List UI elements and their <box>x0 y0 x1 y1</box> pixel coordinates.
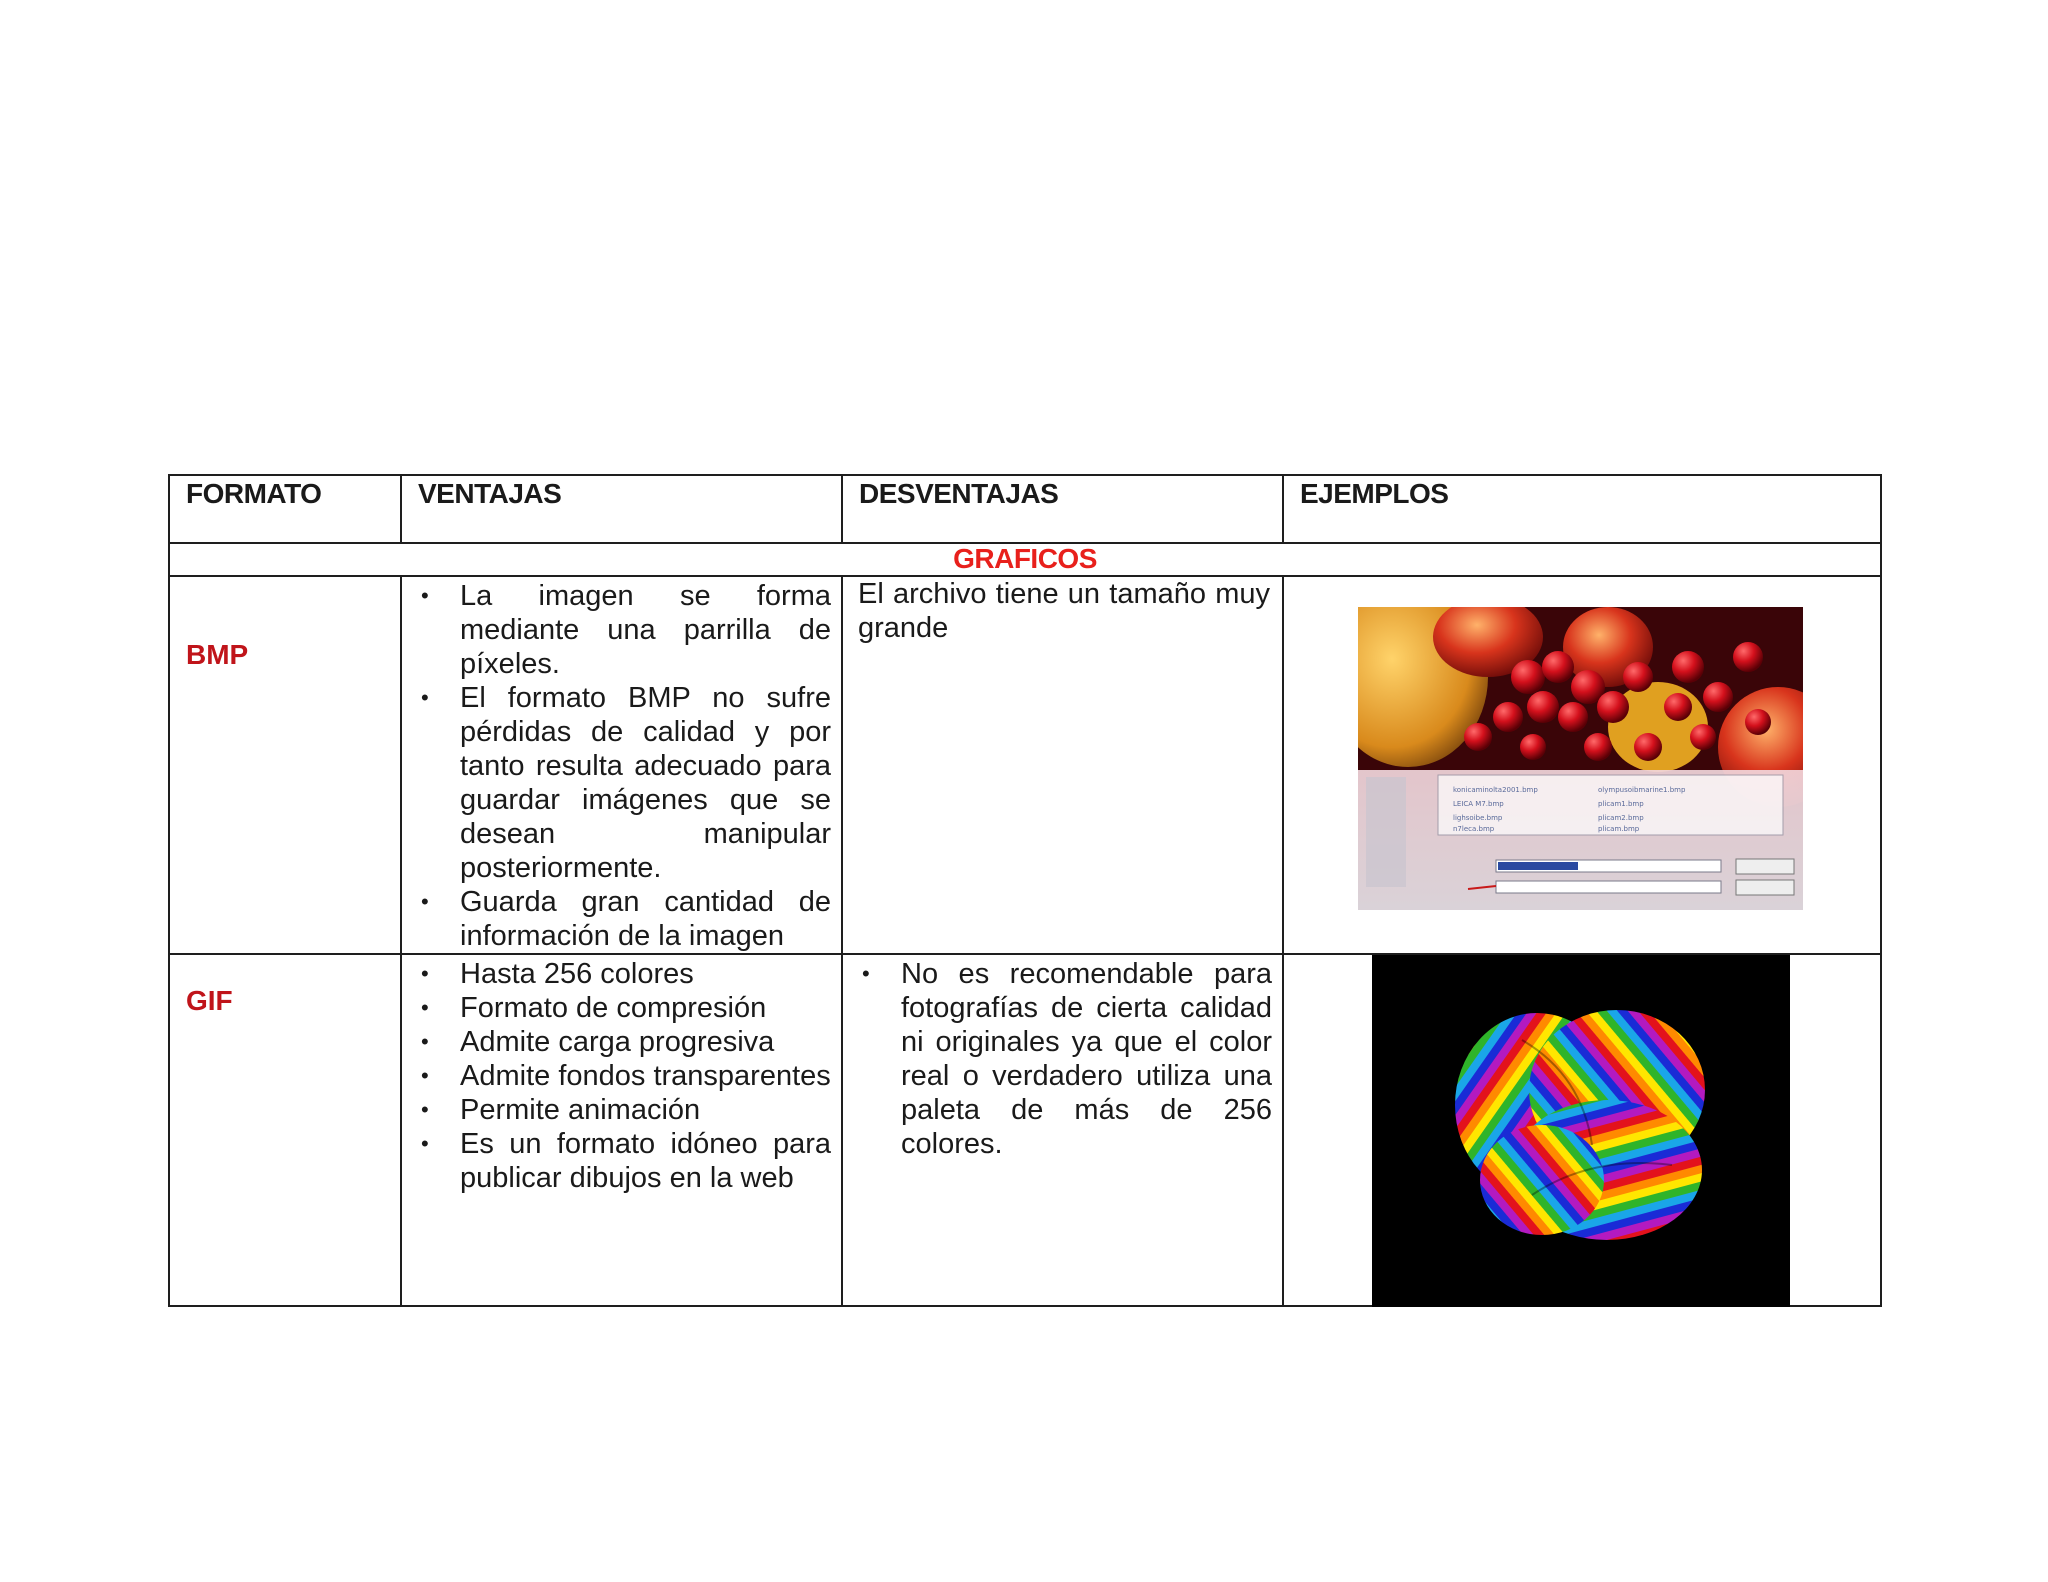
svg-text:olympusoibmarine1.bmp: olympusoibmarine1.bmp <box>1598 786 1686 794</box>
svg-text:LEICA M7.bmp: LEICA M7.bmp <box>1453 800 1504 808</box>
svg-text:lighsoibe.bmp: lighsoibe.bmp <box>1453 814 1503 822</box>
svg-text:plicam1.bmp: plicam1.bmp <box>1598 800 1644 808</box>
list-item: • No es recomendable para fotografías de cierta calidad ni originales ya que el color real o verdadero utiliza una paleta de más de 256 colores. <box>901 957 1272 1161</box>
svg-text:plicam2.bmp: plicam2.bmp <box>1598 814 1644 822</box>
list-item: • Admite carga progresiva <box>460 1025 831 1059</box>
advantages-list <box>402 957 841 1195</box>
header-ejemplos: EJEMPLOS <box>1283 475 1881 543</box>
format-name: BMP <box>186 639 249 670</box>
header-ventajas: VENTAJAS <box>401 475 842 543</box>
advantages-list <box>402 579 841 953</box>
list-item: • Guarda gran cantidad de información de la imagen <box>460 885 831 953</box>
svg-text:n7leca.bmp: n7leca.bmp <box>1453 825 1495 833</box>
disadvantages-list <box>843 957 1282 1161</box>
table-row <box>169 576 1881 954</box>
svg-text:konicaminolta2001.bmp: konicaminolta2001.bmp <box>1453 786 1538 794</box>
formats-table <box>168 474 1882 1307</box>
list-item: • Permite animación <box>460 1093 831 1127</box>
header-formato: FORMATO <box>169 475 401 543</box>
bmp-example-image <box>1358 607 1803 910</box>
list-item: • Hasta 256 colores <box>460 957 831 991</box>
format-name: GIF <box>186 985 233 1016</box>
list-item: • La imagen se forma mediante una parrilla de píxeles. <box>460 579 831 681</box>
list-item: • Es un formato idóneo para publicar dibujos en la web <box>460 1127 831 1195</box>
list-item: • Admite fondos transparentes <box>460 1059 831 1093</box>
svg-text:plicam.bmp: plicam.bmp <box>1598 825 1640 833</box>
section-title: GRAFICOS <box>953 543 1097 574</box>
header-row <box>169 475 1881 543</box>
table-row <box>169 954 1881 1306</box>
gif-example-image <box>1372 955 1790 1307</box>
list-item: • El formato BMP no sufre pérdidas de calidad y por tanto resulta adecuado para guardar imágenes que se desean manipular posteriormente. <box>460 681 831 885</box>
header-desventajas: DESVENTAJAS <box>842 475 1283 543</box>
section-row <box>169 543 1881 576</box>
list-item: • Formato de compresión <box>460 991 831 1025</box>
disadvantages-text: El archivo tiene un tamaño muy grande <box>858 578 1270 644</box>
